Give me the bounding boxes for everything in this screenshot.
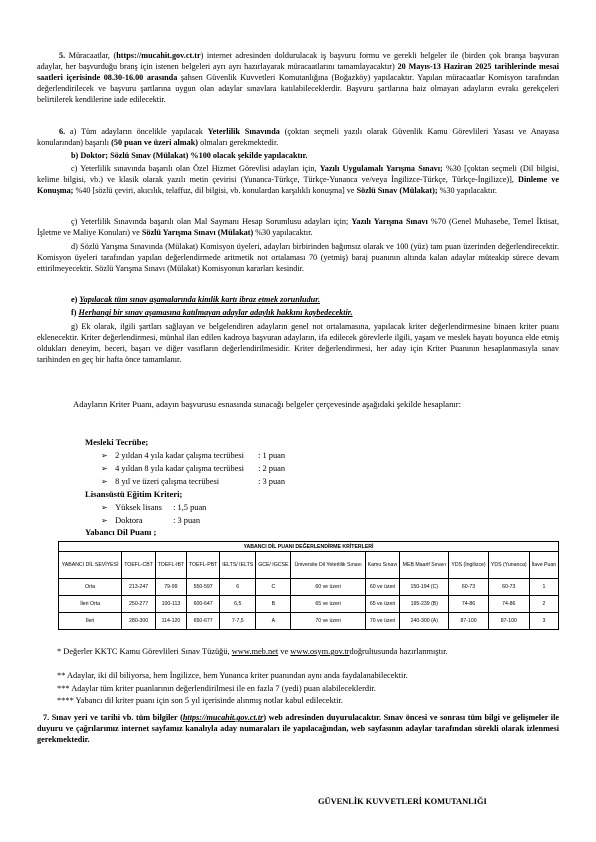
table-cell: 100-113 bbox=[155, 596, 186, 613]
table-cell: 650-677 bbox=[187, 613, 220, 630]
note-4: **** Yabancı dil kriter puanı için son 5 yıl içerisinde alınmış notlar kabul edilecektir. bbox=[57, 696, 343, 705]
table-header: IELTS/ IELTS bbox=[220, 552, 256, 579]
table-cell: 60 ve üzeri bbox=[365, 579, 400, 596]
criteria-intro: Adayların Kriter Puanı, adayın başvurusu esnasında sunacağı belgeler çerçevesinde aşağıdaki şekilde hesaplanır: bbox=[73, 399, 462, 409]
table-header: YDS (Yunanca) bbox=[488, 552, 529, 579]
table-cell: İleri bbox=[59, 613, 122, 630]
table-cell: 280-300 bbox=[122, 613, 156, 630]
table-row bbox=[59, 579, 559, 596]
table-header: YDS (İngilizce) bbox=[449, 552, 488, 579]
section-6b: b) Doktor; Sözlü Sınav (Mülakat) %100 olacak şekilde yapılacaktır. bbox=[71, 151, 308, 160]
table-cell: 65 ve üzeri bbox=[291, 596, 365, 613]
table-cell: 74-86 bbox=[449, 596, 488, 613]
table-cell: B bbox=[256, 596, 291, 613]
section-6cc: ç) Yeterlilik Sınavında başarılı olan Mal Saymanı Hesap Sorumlusu adayları için; Yazılı Yarışma Sınavı %70 (Genel Muhasebe, Temel İktisat, İşletme ve Maliye Konuları) ve Sözlü Yarışma Sınavı (Mülakat) %30 yapılacaktır. bbox=[37, 217, 560, 237]
table-cell: 550-597 bbox=[187, 579, 220, 596]
section-6f: f) Herhangi bir sınav aşamasına katılmayan adaylar adaylık hakkını kaybedecektir. bbox=[71, 308, 353, 317]
table-cell: 6,5 bbox=[220, 596, 256, 613]
table-cell: 7-7,5 bbox=[220, 613, 256, 630]
table-cell: 87-100 bbox=[449, 613, 488, 630]
application-dates: 20 Mayıs-13 Haziran 2025 tarihlerinde mesai saatleri içerisinde 08.30-16.00 arasında bbox=[37, 62, 560, 82]
table-cell: 6 bbox=[220, 579, 256, 596]
exam-info-url-link[interactable]: https://mucahit.gov.ct.tr bbox=[182, 713, 264, 722]
postgrad-item: ➢ Yüksek lisans : 1,5 puan bbox=[101, 503, 207, 512]
experience-title: Mesleki Tecrübe; bbox=[85, 437, 149, 447]
table-cell: 250-277 bbox=[122, 596, 156, 613]
arrow-bullet-icon: ➢ bbox=[101, 451, 108, 460]
table-header: TOEFL-PBT bbox=[187, 552, 220, 579]
note-2: ** Adaylar, iki dil biliyorsa, hem İngilizce, hem Yunanca kriter puanından aynı anda faydalanabilecektir. bbox=[57, 671, 408, 680]
language-criteria-table bbox=[58, 541, 559, 630]
table-header: TOEFL-CBT bbox=[122, 552, 156, 579]
arrow-bullet-icon: ➢ bbox=[101, 464, 108, 473]
table-cell: 150-194 (C) bbox=[400, 579, 449, 596]
table-row bbox=[59, 613, 559, 630]
table-cell: 240-300 (A) bbox=[400, 613, 449, 630]
section-6g: g) Ek olarak, ilgili şartları sağlayan ve belgelendiren adayların genel not ortalamasına, yapılacak kriter değerlendirmesine binaen kriter puanı eklenecektir. Kriter değerlendirmesi, münhal ilan edilen kadroya başvuran adayların, ifa edilecek görevlerle ilgili, yaşam ve meslek hayatı boyunca elde etmiş oldukları deneyim, beceri, başarı ve diğer vasıfların değerlendirilmesidir. Kriter değerlendirmesi, her aday için Kriter Puanının hesaplanmasıyla sınav tarihinden en geç bir hafta önce tamamlanır. bbox=[37, 322, 559, 364]
table-cell: 87-100 bbox=[488, 613, 529, 630]
arrow-bullet-icon: ➢ bbox=[101, 516, 108, 525]
language-title: Yabancı Dil Puanı ; bbox=[85, 527, 157, 537]
table-header: YABANCI DİL SEVİYESİ bbox=[59, 552, 122, 579]
section-6d: d) Sözlü Yarışma Sınavında (Mülakat) Komisyon üyeleri, adayları birbirinden bağımsız olarak ve 100 (yüz) tam puan üzerinden değerlendirecektir. Komisyon üyeleri tarafından yapılan değerlendirmede aritmetik not ortalaması 70 (yetmiş) baraj puanının altında kalan adaylar müteakip sürece devam ettirilmeyecektir. Sözlü Yarışma Sınavı (Mülakat) Komisyonun kararları kesindir. bbox=[37, 242, 559, 273]
table-cell: 213-247 bbox=[122, 579, 156, 596]
table-title: YABANCI DİL PUANI DEĞERLENDİRME KRİTERLERİ bbox=[59, 542, 559, 552]
section-5: 5. Müracaatlar, (https://mucahit.gov.ct.tr) internet adresinden doldurulacak iş başvuru formu ve gerekli belgeler ile (birden çok branşa başvuran adaylar, her başvurduğu branş için istenen belgeleri ayrı ayrı hazırlayarak müracaatlarını tamamlayacaktır) 20 Mayıs-13 Haziran 2025 tarihlerinde mesai saatleri içerisinde 08.30-16.00 arasında şahsen Güvenlik Kuvvetleri Komutanlığına (Boğazköy) yapılacaktır. Yapılan müracaatlar Komisyon tarafından değerlendirilecek ve başvuru şartlarına uygun olan adaylar sınavlara katılabileceklerdir. Başvuru şartlarına haiz olmayan adayların evrakı gerekçeleri belirtilerek kendilerine iade edilecektir. bbox=[37, 51, 560, 104]
table-cell: 60-73 bbox=[488, 579, 529, 596]
section-7: 7. Sınav yeri ve tarihi vb. tüm bilgiler (https://mucahit.gov.ct.tr) web adresinden duyurulacaktır. Sınav öncesi ve sonrası tüm bilgi ve gelişmeler ile duyuru ve çağrılarımız internet sayfamız kanalıyla aday numaraları ile yapılacağından, web sayfasının adaylar tarafından sürekli olarak izlenmesi gerekmektedir. bbox=[37, 713, 559, 744]
table-header: Üniversite Dil Yeterlilik Sınavı bbox=[291, 552, 365, 579]
table-cell: 60 ve üzeri bbox=[291, 579, 365, 596]
table-cell: İleri Orta bbox=[59, 596, 122, 613]
postgrad-item: ➢ Doktora : 3 puan bbox=[101, 516, 201, 525]
table-cell: 3 bbox=[529, 613, 558, 630]
table-header: İlave Puan bbox=[529, 552, 558, 579]
section-6c: c) Yeterlilik sınavında başarılı olan Özel Hizmet Görevlisi adayları için, Yazılı Uygulamalı Yarışma Sınavı; %30 [çoktan seçmeli (Dil bilgisi, kelime bilgisi, vb.) ve klasik olarak yazılı metin çevirisi (Yunanca-Türkçe, Türkçe-Yunanca ve/veya İngilizce-Türkçe, Türkçe-İngilizce)], Dinleme ve Konuşma; %40 [sözlü çeviri, akıcılık, telaffuz, dil bilgisi, vb. konulardan karşılıklı konuşma] ve Sözlü Sınav (Mülakat); %30 yapılacaktır. bbox=[37, 164, 559, 195]
table-header: Kamu Sınavı bbox=[365, 552, 400, 579]
section-6a: 6. a) Tüm adayların öncelikle yapılacak Yeterlilik Sınavında (çoktan seçmeli yazılı olarak Güvenlik Kamu Görevlileri Yasası ve Anayasa konularından) başarılı (50 puan ve üzeri almak) olmaları gerekmektedir. bbox=[37, 127, 559, 147]
table-header: TOEFL-IBT bbox=[155, 552, 186, 579]
experience-item: ➢ 8 yıl ve üzeri çalışma tecrübesi : 3 puan bbox=[101, 477, 286, 486]
application-url-link[interactable]: https://mucahit.gov.ct.tr bbox=[116, 51, 201, 60]
table-cell: 65 ve üzeri bbox=[365, 596, 400, 613]
table-cell: 60-73 bbox=[449, 579, 488, 596]
signature-block: GÜVENLİK KUVVETLERİ KOMUTANLIĞI bbox=[318, 797, 487, 806]
table-cell: C bbox=[256, 579, 291, 596]
note-3: *** Adaylar tüm kriter puanlarının değerlendirilmesi ile en fazla 7 (yedi) puan alabileceklerdir. bbox=[57, 684, 376, 693]
table-cell: 114-120 bbox=[155, 613, 186, 630]
table-cell: 70 ve üzeri bbox=[291, 613, 365, 630]
table-row bbox=[59, 596, 559, 613]
table-cell: 2 bbox=[529, 596, 558, 613]
osym-link[interactable]: www.osym.gov.tr bbox=[290, 647, 350, 656]
meb-link[interactable]: www.meb.net bbox=[231, 647, 279, 656]
experience-item: ➢ 4 yıldan 8 yıla kadar çalışma tecrübesi : 2 puan bbox=[101, 464, 286, 473]
section-6e: e) Yapılacak tüm sınav aşamalarında kimlik kartı ibraz etmek zorunludur. bbox=[71, 295, 321, 304]
arrow-bullet-icon: ➢ bbox=[101, 477, 108, 486]
note-1: * Değerler KKTC Kamu Görevlileri Sınav Tüzüğü, www.meb.net ve www.osym.gov.trdoğrultusunda hazırlanmıştır. bbox=[57, 647, 448, 656]
table-cell: Orta bbox=[59, 579, 122, 596]
table-cell: 79-99 bbox=[155, 579, 186, 596]
table-cell: 195-239 (B) bbox=[400, 596, 449, 613]
table-header: MEB Maarif Sınavı bbox=[400, 552, 449, 579]
table-header: GCE/ IGCSE bbox=[256, 552, 291, 579]
table-cell: 74-86 bbox=[488, 596, 529, 613]
table-cell: 600-647 bbox=[187, 596, 220, 613]
table-cell: A bbox=[256, 613, 291, 630]
arrow-bullet-icon: ➢ bbox=[101, 503, 108, 512]
postgrad-title: Lisansüstü Eğitim Kriteri; bbox=[85, 489, 183, 499]
table-cell: 1 bbox=[529, 579, 558, 596]
experience-item: ➢ 2 yıldan 4 yıla kadar çalışma tecrübesi : 1 puan bbox=[101, 451, 286, 460]
table-cell: 70 ve üzeri bbox=[365, 613, 400, 630]
